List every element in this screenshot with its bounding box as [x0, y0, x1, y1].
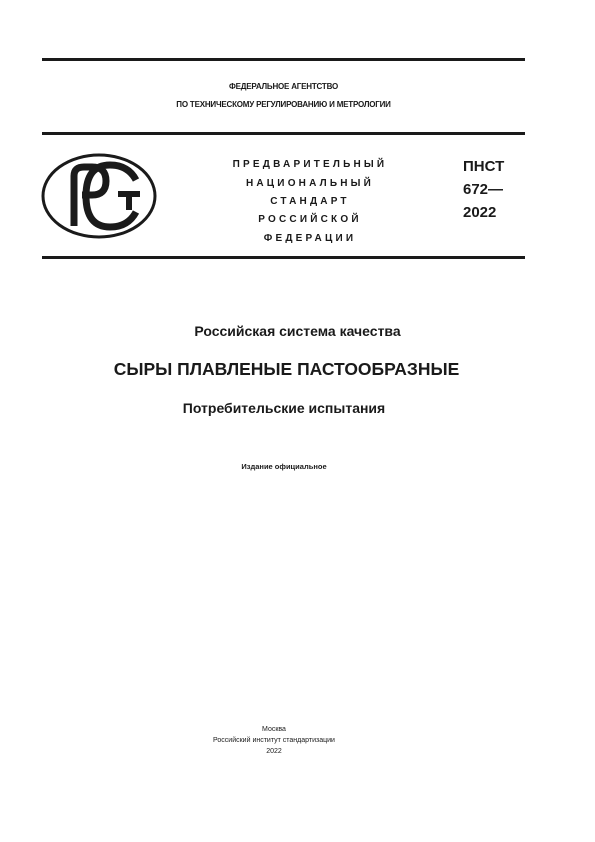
document-subtitle: Потребительские испытания — [182, 400, 386, 416]
document-title: СЫРЫ ПЛАВЛЕНЫЕ ПАСТООБРАЗНЫЕ — [113, 359, 460, 379]
standard-kind-line-2: НАЦИОНАЛЬНЫЙ — [245, 178, 375, 189]
agency-line-1: ФЕДЕРАЛЬНОЕ АГЕНТСТВО — [228, 82, 338, 91]
masthead-bottom-rule — [42, 256, 525, 259]
designation-prefix: ПНСТ — [463, 158, 505, 175]
edition-note: Издание официальное — [241, 462, 327, 471]
standard-kind-line-5: ФЕДЕРАЦИИ — [263, 233, 357, 244]
standard-kind-line-1: ПРЕДВАРИТЕЛЬНЫЙ — [232, 159, 388, 170]
imprint-year: 2022 — [266, 748, 282, 755]
standard-kind-line-4: РОССИЙСКОЙ — [258, 214, 362, 225]
designation-year: 2022 — [463, 204, 497, 221]
top-rule — [42, 58, 525, 61]
gost-r-certification-logo-icon — [40, 150, 158, 242]
standard-kind-line-3: СТАНДАРТ — [270, 196, 350, 207]
designation-number: 672— — [463, 181, 504, 198]
quality-system-heading: Российская система качества — [194, 323, 401, 339]
agency-line-2: ПО ТЕХНИЧЕСКОМУ РЕГУЛИРОВАНИЮ И МЕТРОЛОГИИ — [176, 100, 391, 109]
imprint-publisher: Российский институт стандартизации — [213, 737, 335, 744]
imprint-city: Москва — [262, 726, 286, 733]
header-rule — [42, 132, 525, 135]
